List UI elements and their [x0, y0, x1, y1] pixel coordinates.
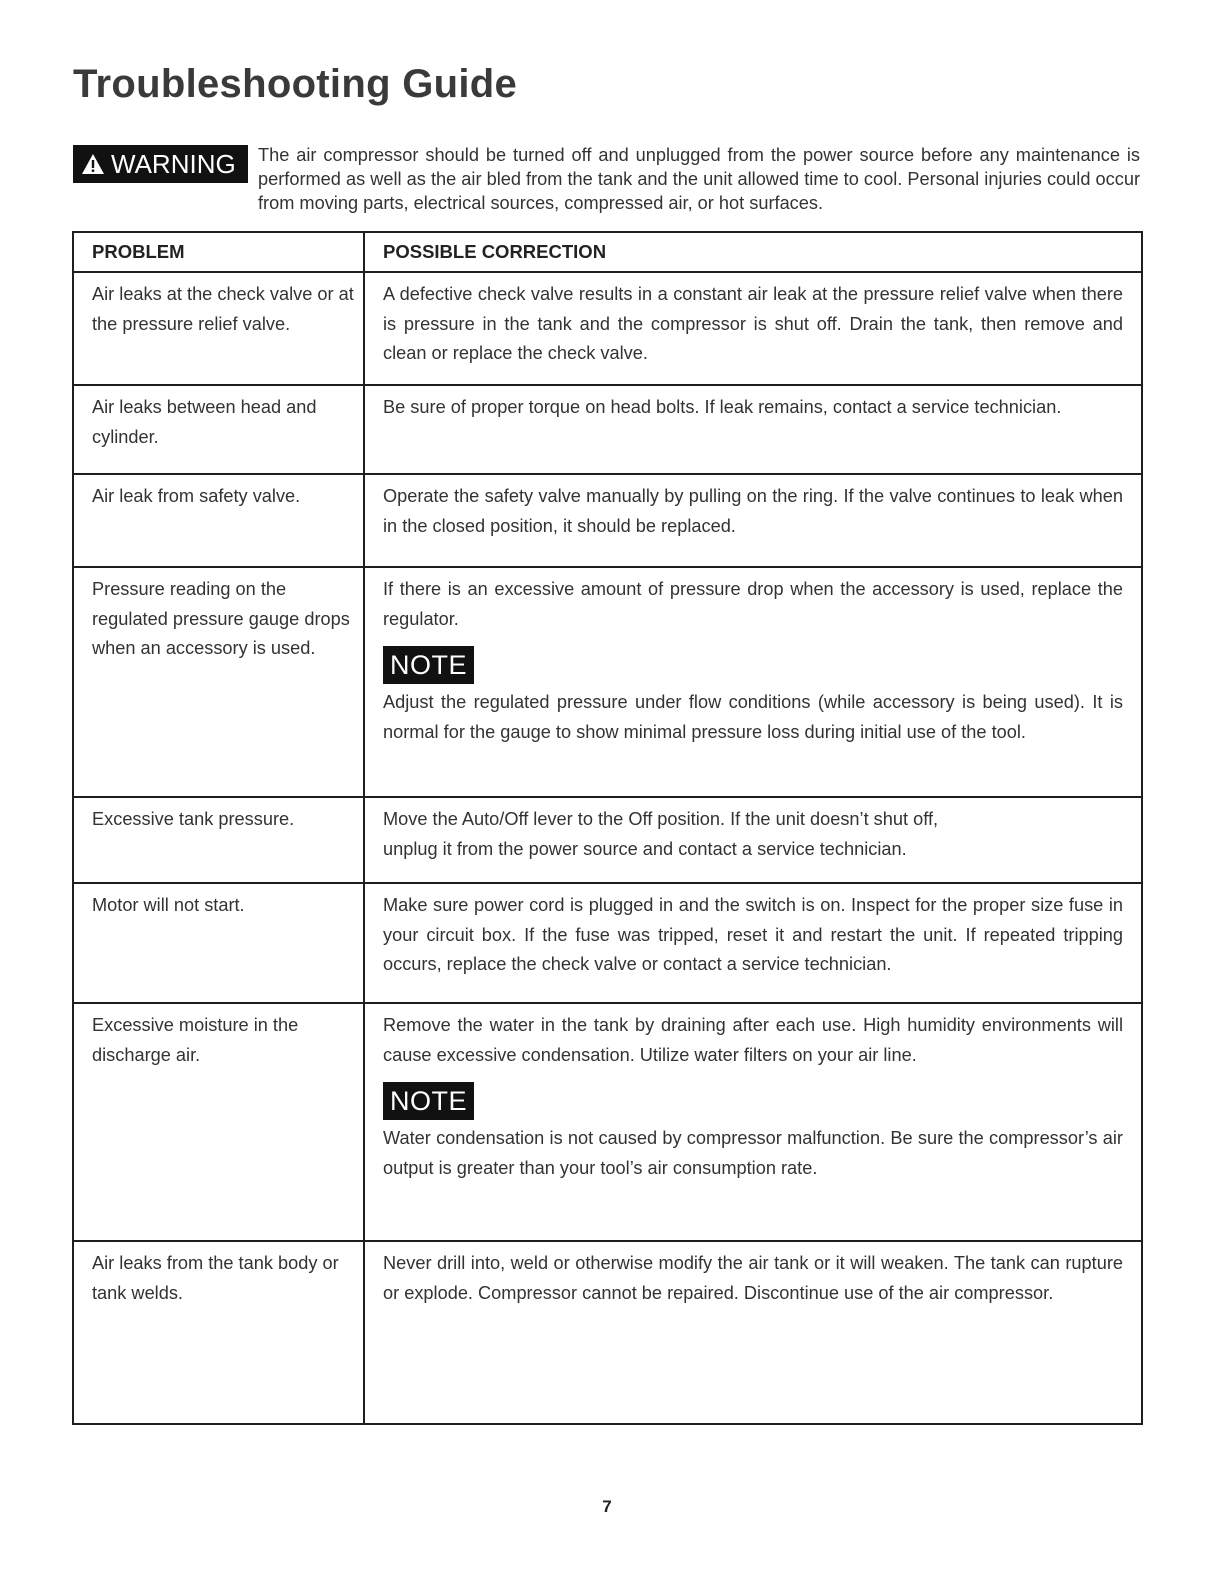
page-number: 7	[602, 1497, 612, 1516]
correction-cell	[364, 385, 1142, 474]
table-row	[73, 797, 1142, 883]
note-badge: NOTE	[383, 646, 474, 684]
note-text: Water condensation is not caused by compressor malfunction. Be sure the compressor’s air output is greater than your tool’s air consumption rate.	[383, 1128, 1123, 1178]
correction-text: A defective check valve results in a constant air leak at the pressure relief valve when there is pressure in the tank and the compressor is shut off. Drain the tank, then remove and clean or replace the check valve.	[383, 284, 1123, 364]
correction-line: unplug it from the power source and contact a service technician.	[383, 838, 907, 859]
problem-cell: Air leaks at the check valve or at the pressure relief valve.	[73, 272, 364, 385]
problem-cell: Excessive tank pressure.	[73, 797, 364, 883]
correction-text: Be sure of proper torque on head bolts. If leak remains, contact a service technician.	[383, 397, 1062, 417]
correction-text: Operate the safety valve manually by pulling on the ring. If the valve continues to leak when in the closed position, it should be replaced.	[383, 486, 1123, 536]
table-row	[73, 385, 1142, 474]
table-header-row	[73, 232, 1142, 272]
warning-triangle-icon	[81, 153, 105, 175]
problem-cell: Motor will not start.	[73, 883, 364, 1003]
page-title: Troubleshooting Guide	[73, 62, 518, 106]
correction-cell	[364, 272, 1142, 385]
correction-cell	[364, 1003, 1142, 1241]
correction-cell	[364, 474, 1142, 567]
warning-label: WARNING	[111, 149, 236, 179]
troubleshooting-table	[72, 231, 1143, 1425]
problem-cell: Pressure reading on the regulated pressure gauge drops when an accessory is used.	[73, 567, 364, 797]
table-row	[73, 474, 1142, 567]
problem-cell: Air leaks between head and cylinder.	[73, 385, 364, 474]
correction-text: Make sure power cord is plugged in and the switch is on. Inspect for the proper size fuse in your circuit box. If the fuse was tripped, reset it and restart the unit. If repeated tripping occurs, replace the check valve or contact a service technician.	[383, 895, 1123, 975]
table-row	[73, 883, 1142, 1003]
table-row	[73, 567, 1142, 797]
note-badge: NOTE	[383, 1082, 474, 1120]
correction-cell	[364, 1241, 1142, 1424]
correction-cell	[364, 567, 1142, 797]
correction-text: Remove the water in the tank by draining after each use. High humidity environments will cause excessive condensation. Utilize water filters on your air line.	[383, 1015, 1123, 1065]
note-text: Adjust the regulated pressure under flow conditions (while accessory is being used). It is normal for the gauge to show minimal pressure loss during initial use of the tool.	[383, 692, 1123, 742]
problem-cell: Excessive moisture in the discharge air.	[73, 1003, 364, 1241]
warning-text: The air compressor should be turned off and unplugged from the power source before any maintenance is performed as well as the air bled from the tank and the unit allowed time to cool. Personal injuries could occur from moving parts, electrical sources, compressed air, or hot surfaces.	[258, 145, 1140, 213]
correction-cell	[364, 883, 1142, 1003]
problem-cell: Air leaks from the tank body or tank welds.	[73, 1241, 364, 1424]
correction-text: If there is an excessive amount of pressure drop when the accessory is used, replace the regulator.	[383, 579, 1123, 629]
warning-badge	[73, 145, 248, 183]
table-row	[73, 1241, 1142, 1424]
correction-line: Move the Auto/Off lever to the Off position. If the unit doesn’t shut off,	[383, 809, 939, 829]
table-row	[73, 1003, 1142, 1241]
header-problem: PROBLEM	[73, 232, 364, 272]
header-correction: POSSIBLE CORRECTION	[364, 232, 1142, 272]
correction-cell	[364, 797, 1142, 883]
correction-text: Never drill into, weld or otherwise modify the air tank or it will weaken. The tank can rupture or explode. Compressor cannot be repaired. Discontinue use of the air compressor.	[383, 1253, 1123, 1303]
table-row	[73, 272, 1142, 385]
problem-cell: Air leak from safety valve.	[73, 474, 364, 567]
